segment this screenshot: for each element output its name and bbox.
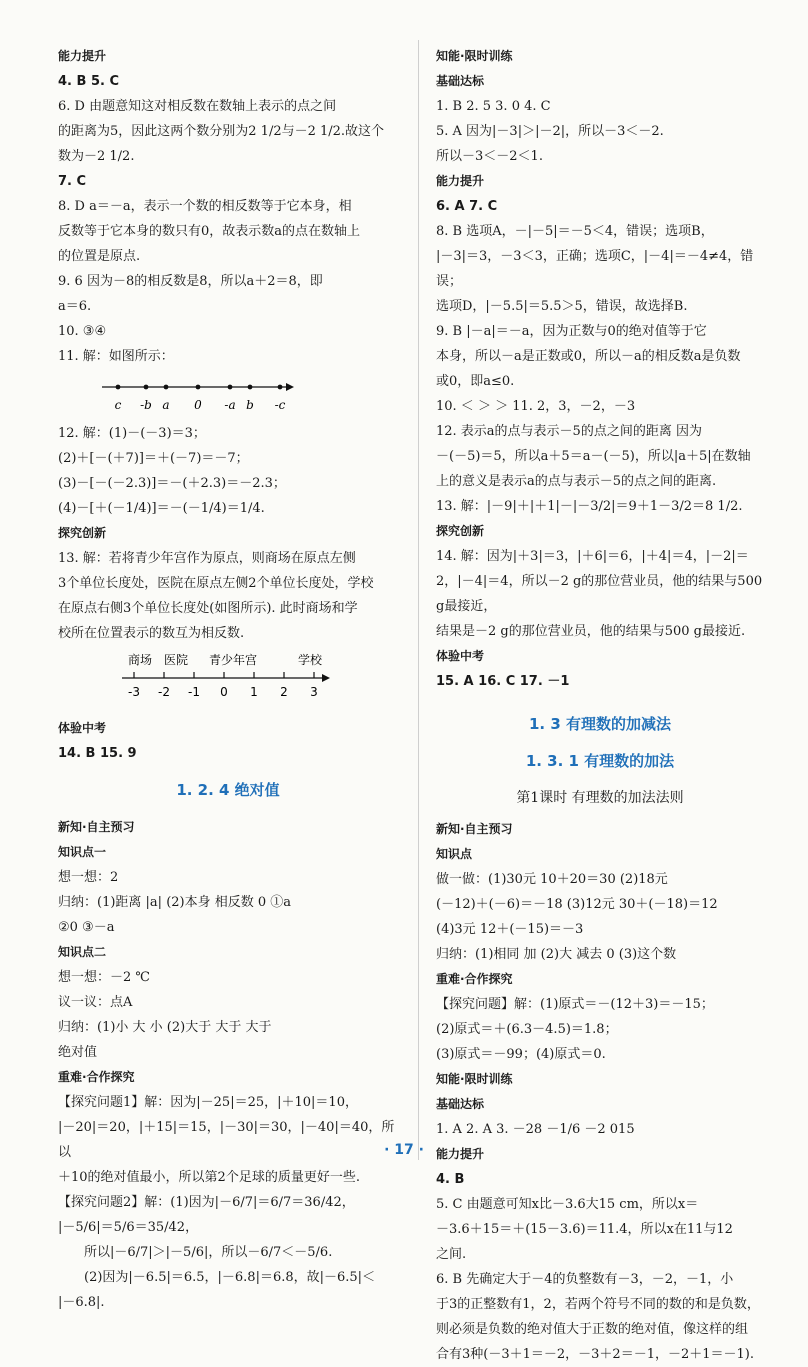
number-line-point: [228, 385, 233, 390]
place-label: 青少年宫: [208, 653, 258, 667]
number-line-label: -a: [224, 398, 236, 412]
text-line: (2)＋[－(＋7)]＝＋(－7)＝－7；: [58, 451, 249, 466]
number-line-tick-label: 1: [250, 685, 258, 699]
text-line: 15. A 16. C 17. －1: [436, 674, 570, 689]
text-line: (3)原式＝－99；(4)原式＝0.: [436, 1047, 606, 1062]
text-line: (3)－[－(－2.3)]＝－(＋2.3)＝－2.3；: [58, 476, 286, 491]
text-line: (－12)＋(－6)＝－18 (3)12元 30＋(－18)＝12: [436, 897, 718, 912]
right-block-1: [436, 44, 764, 694]
left-block-2: [58, 421, 398, 646]
text-line: 于3的正整数有1，2，若两个符号不同的数的和是负数，: [436, 1297, 760, 1312]
number-line-tick-label: 0: [220, 685, 228, 699]
text-line: 知能·限时训练: [436, 49, 513, 63]
text-line: 10. ＜ ＞ ＞ 11. 2，3，－2，－3: [436, 399, 636, 414]
text-line: 做一做：(1)30元 10＋20＝30 (2)18元: [436, 872, 668, 887]
left-block-4: [58, 815, 398, 1315]
text-line: 上的意义是表示a的点与表示－5的点之间的距离.: [436, 474, 717, 489]
text-line: (2)原式＝＋(6.3－4.5)＝1.8；: [436, 1022, 618, 1037]
text-line: 的位置是原点.: [58, 249, 141, 264]
text-line: 重难·合作探究: [58, 1070, 135, 1084]
text-line: 之间.: [436, 1247, 467, 1262]
text-line: 能力提升: [58, 49, 107, 63]
text-line: 4. B: [436, 1172, 465, 1187]
text-line: 【探究问题1】解：因为|－25|＝25，|＋10|＝10，: [58, 1095, 358, 1110]
text-line: 议一议：点A: [58, 995, 133, 1010]
text-line: 11. 解：如图所示：: [58, 349, 174, 364]
number-line-point: [278, 385, 283, 390]
text-line: (4)－[＋(－1/4)]＝－(－1/4)＝1/4.: [58, 501, 265, 516]
column-divider: [418, 40, 419, 1160]
place-label: 医院: [163, 653, 189, 667]
text-line: 想一想：2: [58, 870, 119, 885]
text-line: 反数等于它本身的数只有0，故表示数a的点在数轴上: [58, 224, 361, 239]
text-line: 5. C 由题意可知x比－3.6大15 cm，所以x＝: [436, 1197, 699, 1212]
text-line: (4)3元 12＋(－15)＝－3: [436, 922, 584, 937]
number-line-point: [248, 385, 253, 390]
text-line: 6. B 先确定大于－4的负整数有－3，－2，－1，小: [436, 1272, 734, 1287]
text-line: 14. B 15. 9: [58, 746, 137, 761]
number-line-tick-label: -1: [188, 685, 200, 699]
text-line: 6. A 7. C: [436, 199, 498, 214]
number-line-point: [196, 385, 201, 390]
text-line: 6. D 由题意知这对相反数在数轴上表示的点之间: [58, 99, 337, 114]
number-line-tick-label: 3: [310, 685, 318, 699]
text-line: 新知·自主预习: [436, 822, 513, 836]
text-line: 绝对值: [58, 1045, 98, 1060]
right-block-2: [436, 817, 764, 1367]
number-line-tick-label: -2: [158, 685, 170, 699]
text-line: 知识点: [436, 847, 473, 861]
text-line: 1. B 2. 5 3. 0 4. C: [436, 99, 551, 114]
text-line: 13. 解：若将青少年宫作为原点，则商场在原点左侧: [58, 551, 356, 566]
text-line: 结果是－2 g的那位营业员，他的结果与500 g最接近.: [436, 624, 746, 639]
number-line-label: b: [246, 398, 254, 412]
number-line-1: [58, 371, 318, 419]
text-line: 12. 表示a的点与表示－5的点之间的距离 因为: [436, 424, 702, 439]
text-line: 13. 解：|－9|＋|＋1|－|－3/2|＝9＋1－3/2＝8 1/2.: [436, 499, 743, 514]
number-line-point: [116, 385, 121, 390]
text-line: 基础达标: [436, 1097, 485, 1111]
left-block-1: [58, 44, 398, 369]
text-line: 的距离为5，因此这两个数分别为2 1/2与－2 1/2.故这个: [58, 124, 385, 139]
text-line: 1. A 2. A 3. －28 －1/6 －2 015: [436, 1122, 635, 1137]
text-line: －(－5)＝5，所以a＋5＝a－(－5)，所以|a＋5|在数轴: [436, 449, 751, 464]
text-line: ②0 ③－a: [58, 920, 115, 935]
text-line: 7. C: [58, 174, 87, 189]
text-line: 归纳：(1)距离 |a| (2)本身 相反数 0 ①a: [58, 895, 292, 910]
text-line: 5. A 因为|－3|＞|－2|，所以－3＜－2.: [436, 124, 664, 139]
right-column: [436, 44, 764, 1367]
section-title-addition: 1. 3. 1 有理数的加法: [525, 752, 675, 770]
text-line: 知能·限时训练: [436, 1072, 513, 1086]
text-line: 2，|－4|＝4，所以－2 g的那位营业员，他的结果与500 g最接近，: [436, 574, 763, 614]
section-title-absolute-value: 1. 2. 4 绝对值: [176, 781, 280, 799]
text-line: 体验中考: [436, 649, 485, 663]
text-line: ＋10的绝对值最小，所以第2个足球的质量更好一些.: [58, 1170, 360, 1185]
left-block-3: [58, 716, 398, 766]
number-line-label: c: [114, 398, 122, 412]
text-line: 【探究问题】解：(1)原式＝－(12＋3)＝－15；: [436, 997, 714, 1012]
number-line-label: -c: [274, 398, 286, 412]
number-line-label: -b: [140, 398, 152, 412]
text-line: 探究创新: [436, 524, 485, 538]
text-line: |－20|＝20，|＋15|＝15，|－30|＝30，|－40|＝40，所以: [58, 1120, 395, 1160]
text-line: 校所在位置表示的数互为相反数.: [58, 626, 245, 641]
text-line: 想一想：－2 ℃: [58, 970, 150, 985]
text-line: 则必须是负数的绝对值大于正数的绝对值，像这样的组: [436, 1322, 749, 1337]
lesson-title: 第1课时 有理数的加法法则: [516, 790, 684, 806]
text-line: 重难·合作探究: [436, 972, 513, 986]
number-line-tick-label: -3: [128, 685, 140, 699]
number-line-label: a: [162, 398, 170, 412]
text-line: 在原点右侧3个单位长度处(如图所示). 此时商场和学: [58, 601, 358, 616]
page-number: · 17 ·: [384, 1142, 424, 1158]
text-line: 10. ③④: [58, 324, 107, 339]
text-line: 4. B 5. C: [58, 74, 119, 89]
section-title-add-subtract: 1. 3 有理数的加减法: [528, 715, 672, 733]
number-line-label: 0: [194, 398, 202, 412]
text-line: (2)因为|－6.5|＝6.5，|－6.8|＝6.8，故|－6.5|＜: [84, 1270, 376, 1285]
number-line-point: [164, 385, 169, 390]
number-line-point: [144, 385, 149, 390]
number-line-2: [58, 648, 338, 714]
text-line: 所以|－6/7|＞|－5/6|，所以－6/7＜－5/6.: [84, 1245, 333, 1260]
text-line: －3.6＋15＝＋(15－3.6)＝11.4，所以x在11与12: [436, 1222, 733, 1237]
text-line: 3个单位长度处，医院在原点左侧2个单位长度处，学校: [58, 576, 374, 591]
text-line: 所以－3＜－2＜1.: [436, 149, 543, 164]
text-line: 归纳：(1)小 大 小 (2)大于 大于 大于: [58, 1020, 272, 1035]
place-label: 学校: [297, 653, 323, 667]
text-line: 探究创新: [58, 526, 107, 540]
text-line: 12. 解：(1)－(－3)＝3；: [58, 426, 206, 441]
text-line: 体验中考: [58, 721, 107, 735]
text-line: |－6.8|.: [58, 1295, 105, 1310]
text-line: |－3|＝3，－3＜3，正确；选项C，|－4|＝－4≠4，错误；: [436, 249, 754, 289]
text-line: 能力提升: [436, 1147, 485, 1161]
text-line: 9. 6 因为－8的相反数是8，所以a＋2＝8，即: [58, 274, 323, 289]
number-line-tick-label: 2: [280, 685, 288, 699]
text-line: 基础达标: [436, 74, 485, 88]
text-line: |－5/6|＝5/6＝35/42，: [58, 1220, 199, 1235]
text-line: 8. B 选项A，－|－5|＝－5＜4，错误；选项B，: [436, 224, 714, 239]
text-line: 合有3种(－3＋1＝－2，－3＋2＝－1，－2＋1＝－1).: [436, 1347, 754, 1362]
text-line: 本身，所以－a是正数或0，所以－a的相反数a是负数: [436, 349, 741, 364]
text-line: 数为－2 1/2.: [58, 149, 135, 164]
text-line: 能力提升: [436, 174, 485, 188]
left-column: [58, 44, 398, 1315]
text-line: 知识点一: [58, 845, 107, 859]
place-label: 商场: [127, 653, 153, 667]
text-line: 14. 解：因为|＋3|＝3，|＋6|＝6，|＋4|＝4，|－2|＝: [436, 549, 749, 564]
text-line: 8. D a＝－a，表示一个数的相反数等于它本身，相: [58, 199, 352, 214]
text-line: 知识点二: [58, 945, 107, 959]
text-line: 新知·自主预习: [58, 820, 135, 834]
text-line: 或0，即a≤0.: [436, 374, 515, 389]
text-line: 9. B |－a|＝－a，因为正数与0的绝对值等于它: [436, 324, 707, 339]
text-line: a＝6.: [58, 299, 92, 314]
text-line: 【探究问题2】解：(1)因为|－6/7|＝6/7＝36/42，: [58, 1195, 355, 1210]
text-line: 选项D，|－5.5|＝5.5＞5，错误，故选择B.: [436, 299, 688, 314]
text-line: 归纳：(1)相同 加 (2)大 减去 0 (3)这个数: [436, 947, 677, 962]
